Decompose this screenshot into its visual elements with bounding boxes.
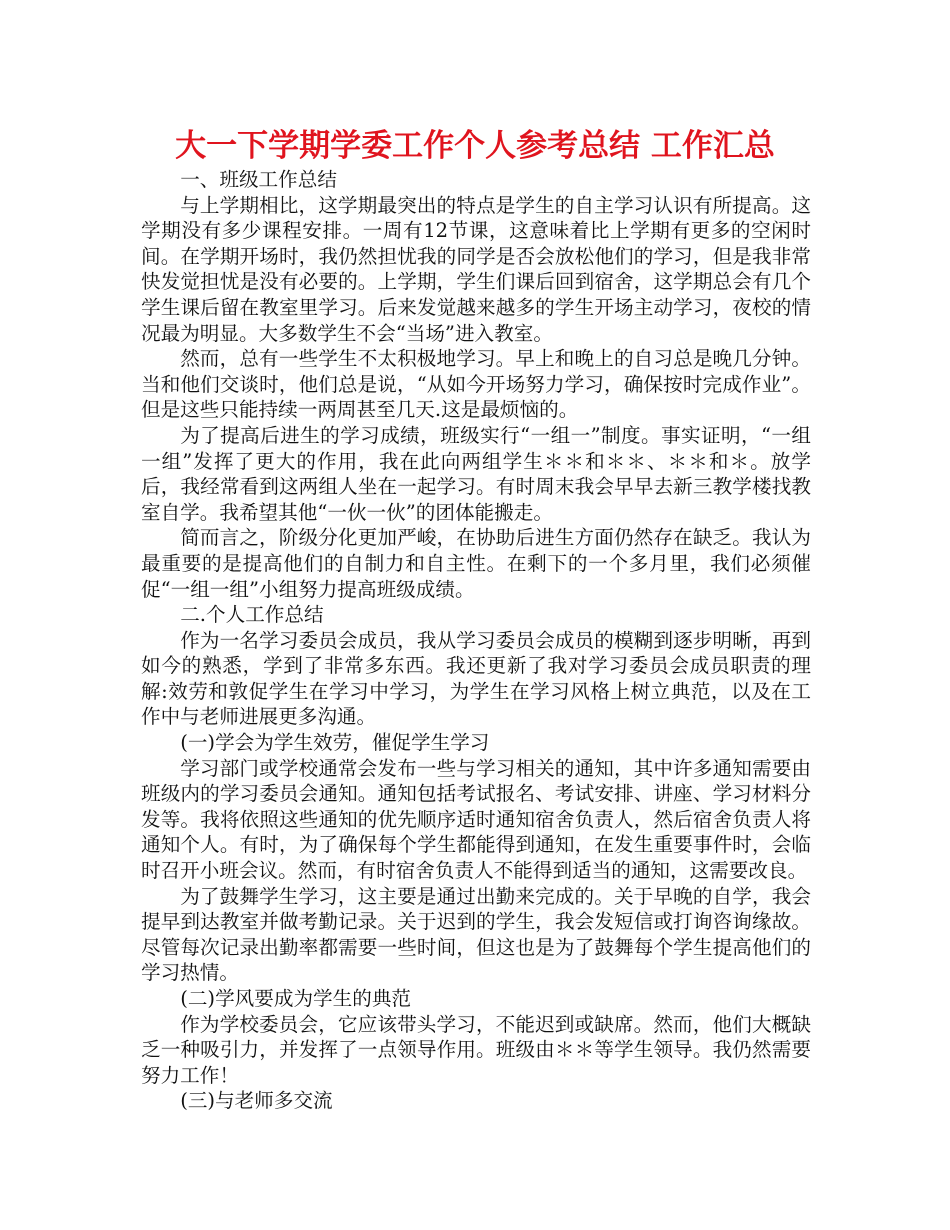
subsection-heading-serve-students: (一)学会为学生效劳，催促学生学习 (180, 731, 490, 755)
paragraph: 为了鼓舞学生学习，这主要是通过出勤来完成的。关于早晚的自学，我会提早到达教室并做考勤记录。关于迟到的学生，我会发短信或打询咨询缘故。尽管每次记录出勤率都需要一些时间，但这也是为了鼓舞每个学生提高他们的学习热情。 (141, 884, 811, 985)
subsection-heading-study-model: (二)学风要成为学生的典范 (180, 987, 412, 1010)
paragraph: 与上学期相比，这学期最突出的特点是学生的自主学习认识有所提高。这学期没有多少课程安排。一周有12节课，这意味着比上学期有更多的空闲时间。在学期开场时，我仍然担忧我的同学是否会放松他们的学习，但是我非常快发觉担忧是没有必要的。上学期，学生们课后回到宿舍，这学期总会有几个学生课后留在教室里学习。后来发觉越来越多的学生开场主动学习，夜校的情况最为明显。大多数学生不会“当场”进入教室。 (141, 193, 811, 345)
paragraph: 然而，总有一些学生不太积极地学习。早上和晚上的自习总是晚几分钟。当和他们交谈时，他们总是说，“从如今开场努力学习，确保按时完成作业”。但是这些只能持续一两周甚至几天.这是最烦恼的。 (141, 347, 811, 422)
subsection-heading-teacher-communication: (三)与老师多交流 (180, 1089, 333, 1113)
paragraph: 学习部门或学校通常会发布一些与学习相关的通知，其中许多通知需要由班级内的学习委员会通知。通知包括考试报名、考试安排、讲座、学习材料分发等。我将依照这些通知的优先顺序适时通知宿舍负责人，然后宿舍负责人将通知个人。有时，为了确保每个学生都能得到通知，在发生重要事件时，会临时召开小班会议。然而，有时宿舍负责人不能得到适当的通知，这需要改良。 (141, 756, 811, 883)
paragraph: 作为一名学习委员会成员，我从学习委员会成员的模糊到逐步明晰，再到如今的熟悉，学到了非常多东西。我还更新了我对学习委员会成员职责的理解:效劳和敦促学生在学习中学习，为学生在学习风格上树立典范，以及在工作中与老师进展更多沟通。 (141, 628, 811, 729)
document-title: 大一下学期学委工作个人参考总结 工作汇总 (175, 128, 775, 164)
section-heading-personal-summary: 二.个人工作总结 (180, 603, 324, 627)
paragraph: 作为学校委员会，它应该带头学习，不能迟到或缺席。然而，他们大概缺乏一种吸引力，并发挥了一点领导作用。班级由＊＊等学生领导。我仍然需要努力工作！ (141, 1012, 811, 1087)
document-body (141, 167, 811, 1114)
paragraph: 简而言之，阶级分化更加严峻，在协助后进生方面仍然存在缺乏。我认为最重要的是提高他们的自制力和自主性。在剩下的一个多月里，我们必须催促“一组一组”小组努力提高班级成绩。 (141, 526, 811, 601)
section-heading-class-summary: 一、班级工作总结 (180, 168, 337, 191)
paragraph: 为了提高后进生的学习成绩，班级实行“一组一”制度。事实证明，“一组一组”发挥了更大的作用，我在此向两组学生＊＊和＊＊、＊＊和＊。放学后，我经常看到这两组人坐在一起学习。有时周末我会早早去新三教学楼找教室自学。我希望其他“一伙一伙”的团体能搬走。 (141, 423, 811, 524)
